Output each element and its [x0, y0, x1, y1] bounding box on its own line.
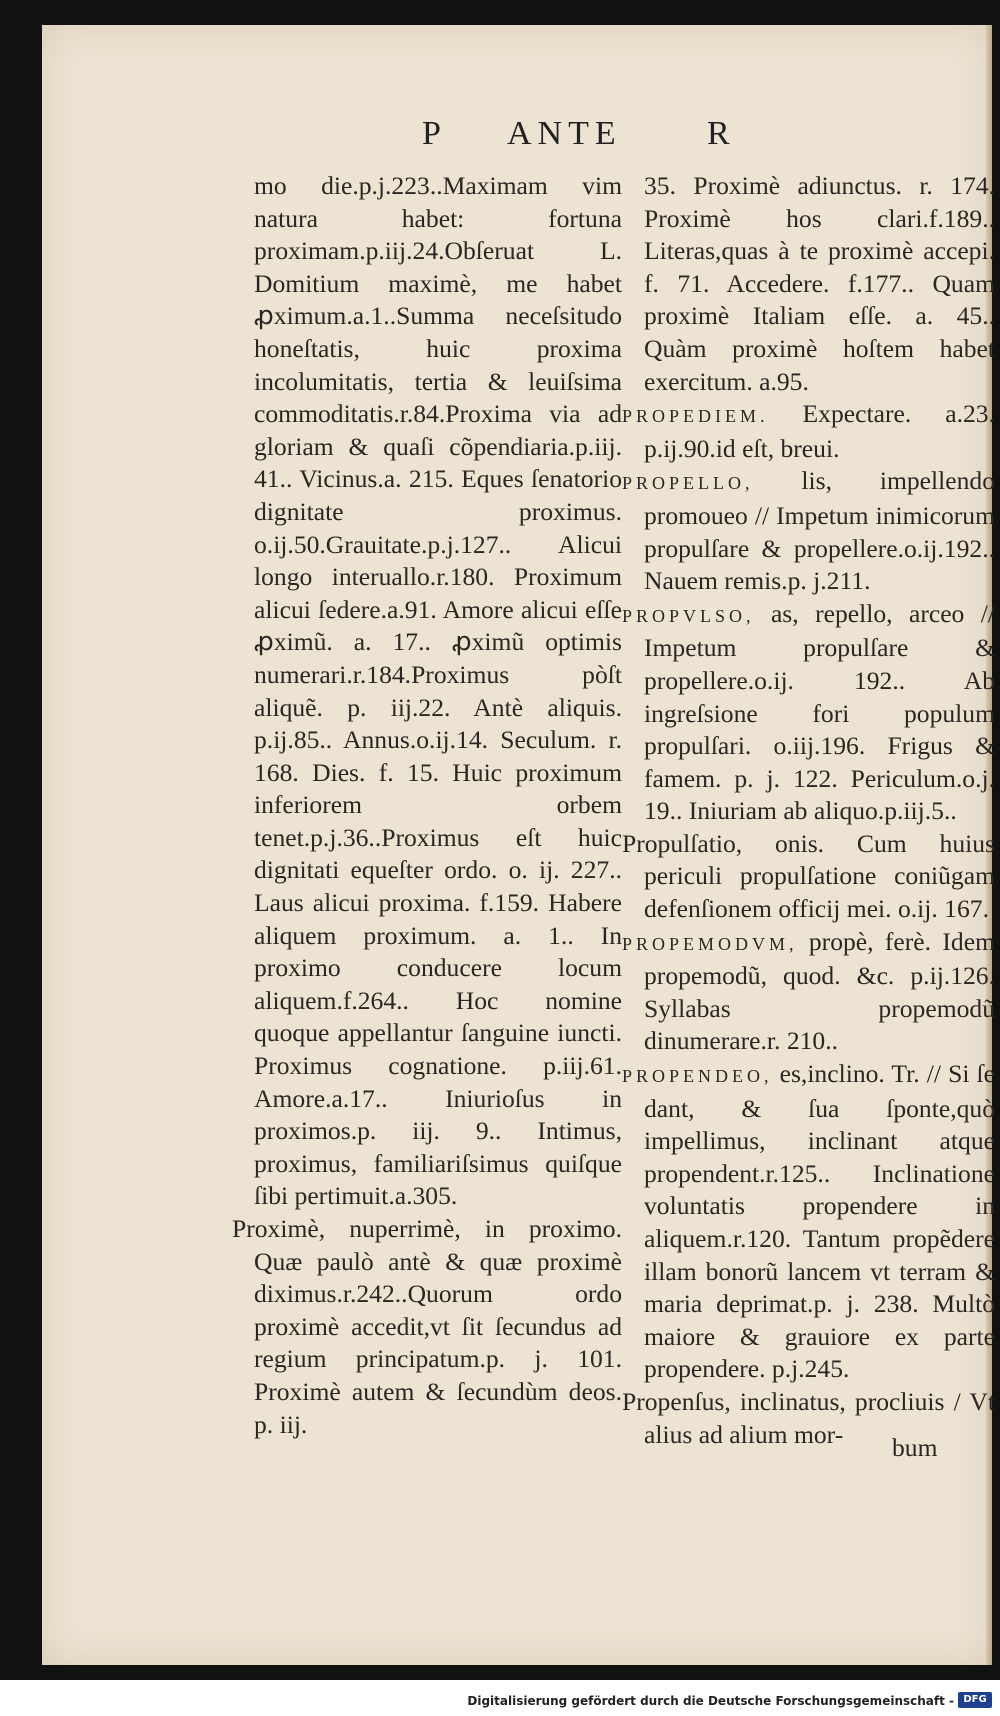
right-column — [622, 170, 995, 1451]
dfg-logo: DFG — [958, 1692, 992, 1708]
entry-text: as, repello, arceo // Impetum propulſare & propellere.o.ij. 192.. Ab ingreſsione fori populum propulſari. o.iij.196. Frigus & famem. p. j. 122. Periculum.o.j. 19.. Iniuriam ab aliquo.p.iij.5.. — [644, 598, 995, 826]
header-right-letter: R — [707, 115, 736, 152]
dictionary-entry — [622, 170, 995, 398]
dictionary-entry — [232, 170, 622, 1213]
entry-headword: PROPEMODVM, — [622, 933, 798, 954]
dictionary-entry — [622, 465, 995, 597]
dictionary-entry — [622, 1058, 995, 1386]
dictionary-entry — [622, 598, 995, 828]
funding-note: Digitalisierung gefördert durch die Deutsche Forschungsgemeinschaft - — [467, 1694, 954, 1708]
entry-text: Propulſatio, onis. Cum huius periculi propulſatione coniũgam defenſionem officij mei. o.ij. 167. — [622, 828, 995, 924]
entry-headword: PROPELLO, — [622, 473, 754, 494]
dictionary-entry — [622, 926, 995, 1058]
entry-headword: PROPENDEO, — [622, 1066, 773, 1087]
digitization-footer — [0, 1688, 1000, 1716]
entry-text: 35. Proximè adiunctus. r. 174. Proximè hos clari.f.189.. Literas,quas à te proximè accepi. f. 71. Accedere. f.177.. Quam proximè Italiam eſſe. a. 45.. Quàm proximè hoſtem habet exercitum. a.95. — [644, 171, 995, 396]
dictionary-entry — [622, 1386, 995, 1451]
catchword: bum — [892, 1433, 938, 1462]
entry-text: Proximè, nuperrimè, in proximo. Quæ paulò antè & quæ proximè diximus.r.242..Quorum ordo proximè accedit,vt ſit ſecundus ad regium principatum.p. j. 101. Proximè autem & ſecundùm deos. p. iij. — [232, 1214, 622, 1439]
left-column — [232, 170, 622, 1441]
entry-headword: PROPEDIEM. — [622, 406, 769, 427]
entry-text: lis, impellendo promoueo // Impetum inimicorum propulſare & propellere.o.ij.192.. Nauem remis.p. j.211. — [644, 466, 995, 596]
entry-headword: PROPVLSO, — [622, 605, 755, 626]
dictionary-entry — [232, 1213, 622, 1441]
entry-text: es,inclino. Tr. // Si ſe dant, & ſua ſponte,quò impellimus, inclinant atque propendent.r.125.. Inclinatione voluntatis propendere in aliquem.r.120. Tantum propẽdere illam bonorũ lancem vt terram & maria deprimat.p. j. 238. Multò maiore & grauiore ex parte propendere. p.j.245. — [644, 1059, 995, 1384]
entry-text: Propenſus, inclinatus, procliuis / Vt alius ad alium mor- — [622, 1386, 995, 1449]
running-header — [42, 115, 992, 165]
book-page — [42, 25, 995, 1665]
header-center-word: ANTE — [507, 115, 622, 152]
entry-text: propè, ferè. Idem propemodũ, quod. &c. p.ij.126. Syllabas propemodũ dinumerare.r. 210.. — [644, 926, 995, 1056]
dictionary-entry — [622, 828, 995, 926]
entry-text: mo die.p.j.223..Maximam vim natura habet: fortuna proximam.p.iij.24.Obſeruat L. Domitium maximè, me habet ꝓximum.a.1..Summa neceſsitudo honeſtatis, huic proxima incolumitatis, tertia & leuiſsima commoditatis.r.84.Proxima via ad gloriam & quaſi cõpendiaria.p.iij. 41.. Vicinus.a. 215. Eques ſenatorio dignitate proximus. o.ij.50.Grauitate.p.j.127.. Alicui longo interuallo.r.180. Proximum alicui ſedere.a.91. Amore alicui eſſe ꝓximũ. a. 17.. ꝓximũ optimis numerari.r.184.Proximus pòſt aliquẽ. p. iij.22. Antè aliquis. p.ij.85.. Annus.o.ij.14. Seculum. r. 168. Dies. f. 15. Huic proximum inferiorem orbem tenet.p.j.36..Proximus eſt huic dignitati equeſter ordo. o. ij. 227.. Laus alicui proxima. f.159. Habere aliquem proximum. a. 1.. In proximo conducere locum aliquem.f.264.. Hoc nomine quoque appellantur ſanguine iuncti. Proximus cognatione. p.iij.61. Amore.a.17.. Iniurioſus in proximos.p. iij. 9.. Intimus, proximus, familiariſsimus quiſque ſibi pertimuit.a.305. — [254, 171, 622, 1211]
dictionary-entry — [622, 398, 995, 465]
header-left-letter: P — [422, 115, 447, 152]
entry-text: Expectare. a.23. p.ij.90.id eſt, breui. — [644, 399, 995, 463]
